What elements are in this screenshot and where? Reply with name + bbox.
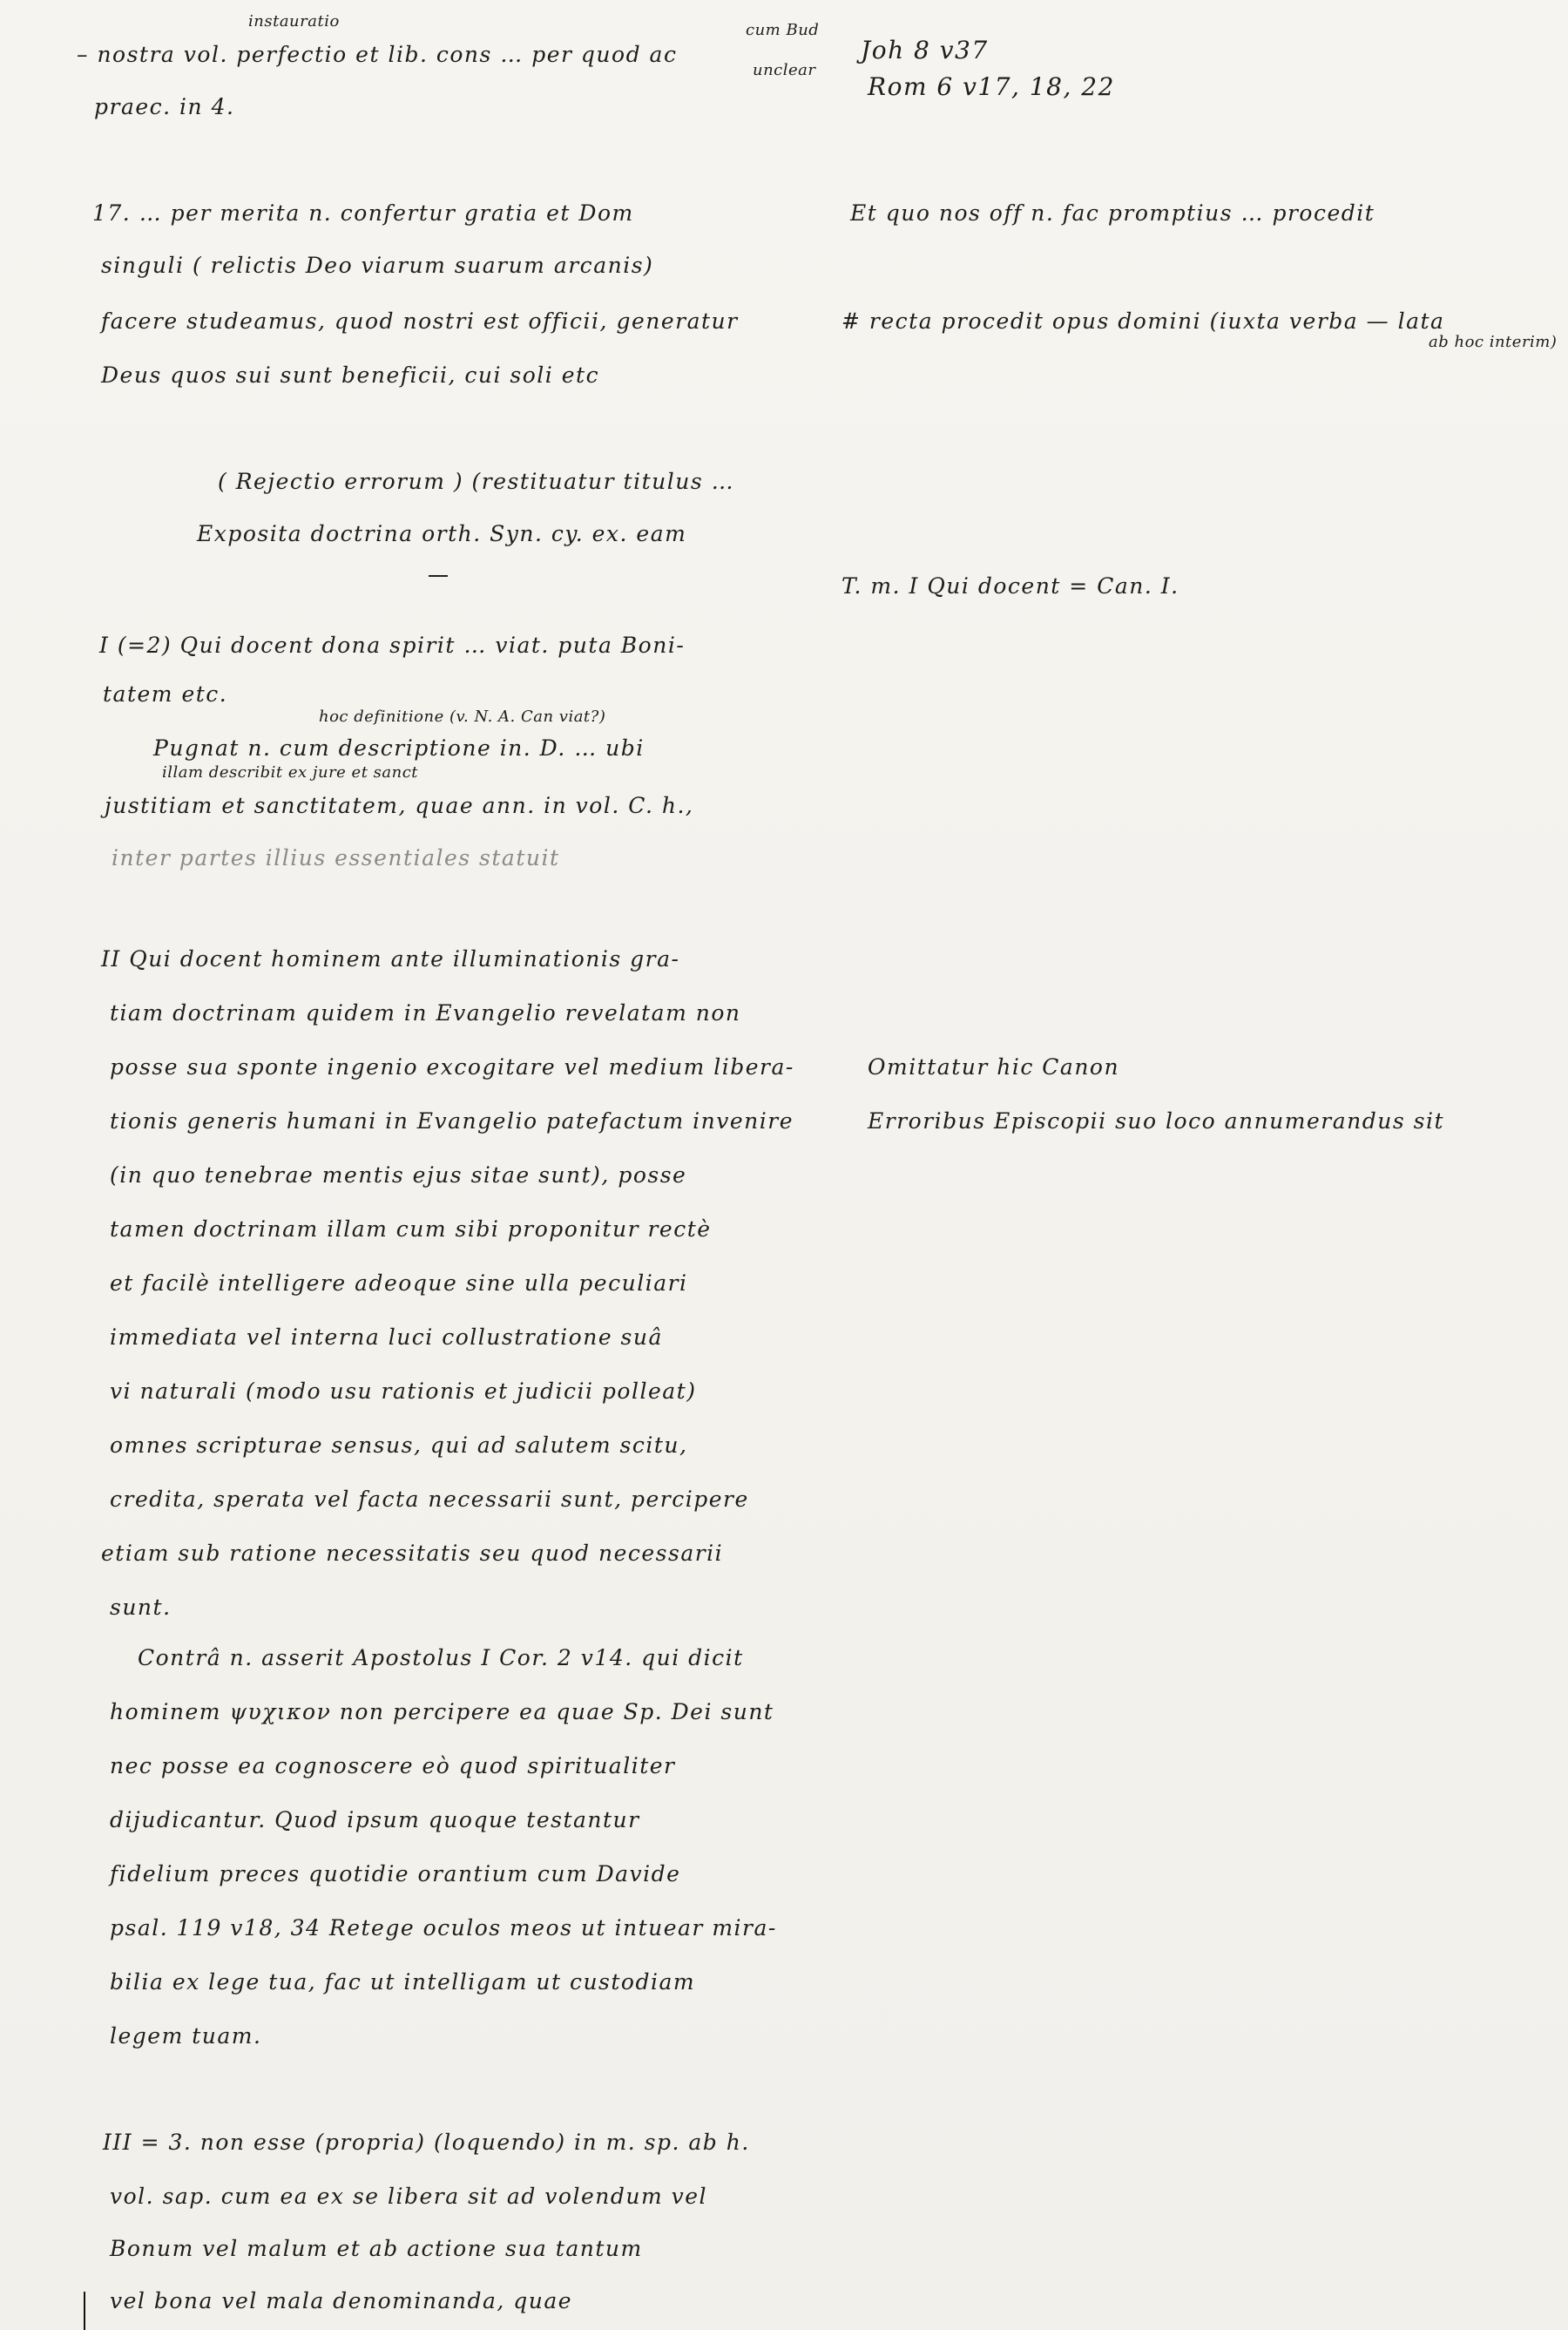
text-line: III = 3. non esse (propria) (loquendo) in m. sp. ab h. <box>103 2130 750 2155</box>
text-line: singuli ( relictis Deo viarum suarum arcanis) <box>101 253 654 278</box>
text-line: (in quo tenebrae mentis ejus sitae sunt), posse <box>110 1162 687 1188</box>
text-line: inter partes illius essentiales statuit <box>112 845 560 870</box>
text-line: vi naturali (modo usu rationis et judicii polleat) <box>110 1378 697 1404</box>
text-line: omnes scripturae sensus, qui ad salutem scitu, <box>110 1433 688 1458</box>
text-line: tiam doctrinam quidem in Evangelio revelatam non <box>110 1000 741 1026</box>
text-line: 17. … per merita n. confertur gratia et Dom <box>92 200 634 226</box>
text-line: bilia ex lege tua, fac ut intelligam ut custodiam <box>110 1969 696 1995</box>
text-line: II Qui docent hominem ante illuminationis gra- <box>101 946 680 972</box>
insertion-right-top: cum Bud <box>746 21 820 39</box>
text-line: nec posse ea cognoscere eò quod spiritualiter <box>110 1753 676 1778</box>
text-line: facere studeamus, quod nostri est officii, generatur <box>101 308 739 334</box>
margin-note: Erroribus Episcopii suo loco annumerandus sit <box>868 1108 1444 1134</box>
heading-text: ( Rejectio errorum ) (restituatur titulus … <box>218 469 735 494</box>
text-line: psal. 119 v18, 34 Retege oculos meos ut intuear mira- <box>110 1915 777 1941</box>
separator-dash <box>429 575 448 577</box>
margin-note: # recta procedit opus domini (iuxta verba — lata <box>841 308 1445 334</box>
text-line: praec. in 4. <box>94 94 235 119</box>
text-line: dijudicantur. Quod ipsum quoque testantur <box>110 1807 640 1832</box>
insertion-right-bottom: unclear <box>753 61 816 79</box>
text-line: I (=2) Qui docent dona spirit … viat. puta Boni- <box>99 633 686 658</box>
text-line: Pugnat n. cum descriptione in. D. … ubi <box>153 735 645 761</box>
text-line: Contrâ n. asserit Apostolus I Cor. 2 v14. qui dicit <box>138 1645 744 1670</box>
insertion-above-line: instauratio <box>248 12 340 30</box>
text-line: Exposita doctrina orth. Syn. cy. ex. eam <box>197 521 687 546</box>
insertion-above-line: hoc definitione (v. N. A. Can viat?) <box>319 708 606 726</box>
text-line: tamen doctrinam illam cum sibi proponitur rectè <box>110 1216 712 1242</box>
insertion-line: illam describit ex jure et sanct <box>162 763 419 782</box>
text-line: tionis generis humani in Evangelio patefactum invenire <box>110 1108 794 1134</box>
left-margin-rule <box>84 2292 85 2330</box>
margin-note: T. m. I Qui docent = Can. I. <box>841 573 1179 599</box>
text-line: legem tuam. <box>110 2023 262 2049</box>
text-line: vel bona vel mala denominanda, quae <box>110 2288 573 2313</box>
margin-note: ab hoc interim) <box>1429 333 1558 351</box>
text-line: vol. sap. cum ea ex se libera sit ad volendum vel <box>110 2184 708 2209</box>
text-line: immediata vel interna luci collustratione suâ <box>110 1324 663 1350</box>
text-line: justitiam et sanctitatem, quae ann. in vol. C. h., <box>105 793 694 818</box>
margin-note: Et quo nos off n. fac promptius … procedit <box>850 200 1375 226</box>
text-line: posse sua sponte ingenio excogitare vel medium libera- <box>110 1054 794 1080</box>
text-line: Bonum vel malum et ab actione sua tantum <box>110 2236 643 2261</box>
section-heading <box>218 471 734 492</box>
text-line: – nostra vol. perfectio et lib. cons … per quod ac <box>77 42 678 67</box>
text-line: tatem etc. <box>103 681 228 707</box>
text-line: fidelium preces quotidie orantium cum Davide <box>110 1861 681 1886</box>
margin-reference: Rom 6 v17, 18, 22 <box>868 72 1115 101</box>
text-line: hominem ψυχικον non percipere ea quae Sp. Dei sunt <box>110 1699 774 1724</box>
text-line: credita, sperata vel facta necessarii sunt, percipere <box>110 1487 749 1512</box>
text-line: Deus quos sui sunt beneficii, cui soli etc <box>101 362 600 388</box>
text-line: et facilè intelligere adeoque sine ulla peculiari <box>110 1270 688 1296</box>
margin-reference: Joh 8 v37 <box>861 36 989 64</box>
text-line: sunt. <box>110 1595 172 1620</box>
text-line: etiam sub ratione necessitatis seu quod necessarii <box>101 1541 724 1566</box>
margin-note: Omittatur hic Canon <box>868 1054 1120 1080</box>
